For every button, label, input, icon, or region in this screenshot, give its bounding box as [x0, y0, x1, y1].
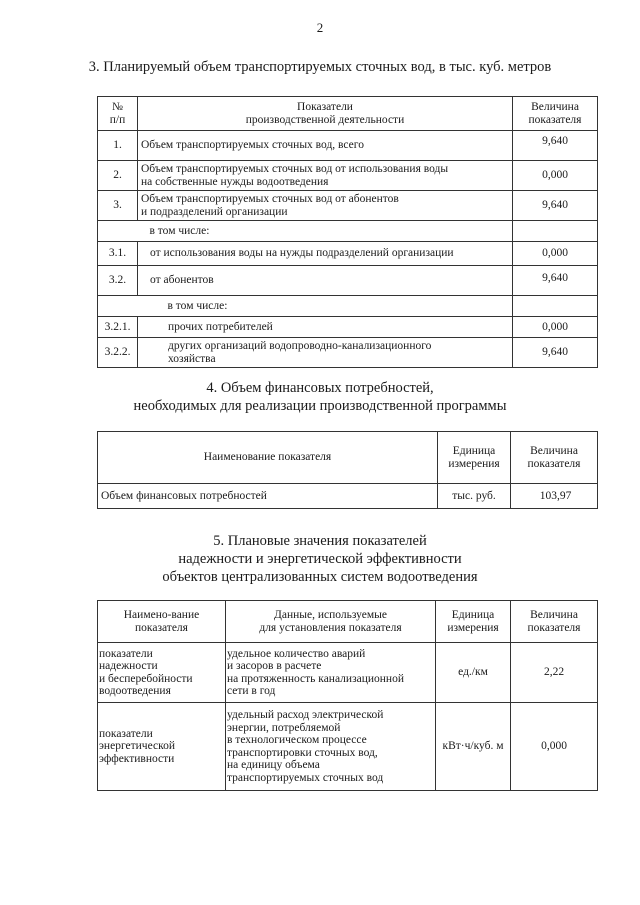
page-number: 2	[316, 20, 324, 35]
row-value	[513, 221, 598, 242]
table-row	[98, 131, 598, 161]
row-num	[98, 296, 138, 317]
col-header-num: № п/п	[98, 97, 138, 131]
row-label: Объем транспортируемых сточных вод от абонентов и подразделений организации	[138, 191, 513, 221]
section5-title-line2: надежности и энергетической эффективности	[178, 551, 462, 567]
row-num: 3.2.	[98, 266, 138, 296]
table-row	[98, 242, 598, 266]
row-label: от абонентов	[138, 266, 513, 296]
row-label: от использования воды на нужды подразделений организации	[138, 242, 513, 266]
section5-title-line3: объектов централизованных систем водоотведения	[162, 569, 478, 585]
col-header-value: Величина показателя	[513, 97, 598, 131]
row-num: 3.2.2.	[98, 338, 138, 368]
col-header-data: Данные, используемые для установления показателя	[226, 601, 436, 643]
table-row	[98, 221, 598, 242]
row-label: в том числе:	[138, 221, 513, 242]
table-row	[98, 484, 598, 509]
row-name: показатели энергетической эффективности	[98, 703, 226, 791]
col-header-name: Наименование показателя	[98, 432, 438, 484]
row-value: 9,640	[513, 338, 598, 368]
row-value: 9,640	[513, 191, 598, 221]
row-num: 2.	[98, 161, 138, 191]
row-value: 0,000	[513, 317, 598, 338]
section5-title-line1: 5. Плановые значения показателей	[213, 533, 427, 549]
row-label: Объем транспортируемых сточных вод от использования воды на собственные нужды водоотведения	[138, 161, 513, 191]
section4-title-line2: необходимых для реализации производственной программы	[133, 398, 507, 414]
row-name: Объем финансовых потребностей	[98, 484, 438, 509]
row-unit: тыс. руб.	[438, 484, 511, 509]
row-value: 9,640	[513, 131, 598, 161]
row-num	[98, 221, 138, 242]
table-row	[98, 296, 598, 317]
table-row	[98, 266, 598, 296]
row-unit: ед./км	[436, 643, 511, 703]
production-volume-table	[97, 96, 598, 368]
col-header-unit: Единица измерения	[436, 601, 511, 643]
row-num: 3.	[98, 191, 138, 221]
table-row	[98, 338, 598, 368]
section4-title-line1: 4. Объем финансовых потребностей,	[206, 380, 434, 396]
row-label: прочих потребителей	[138, 317, 513, 338]
col-header-value: Величина показателя	[511, 432, 598, 484]
row-data: удельный расход электрической энергии, потребляемой в технологическом процессе транспортировки сточных вод, на единицу объема транспортируемых сточных вод	[226, 703, 436, 791]
col-header-value: Величина показателя	[511, 601, 598, 643]
row-label: Объем транспортируемых сточных вод, всего	[138, 131, 513, 161]
table-row	[98, 643, 598, 703]
financial-needs-table	[97, 431, 598, 509]
section3-title: 3. Планируемый объем транспортируемых сточных вод, в тыс. куб. метров	[88, 59, 552, 75]
row-value: 9,640	[513, 266, 598, 296]
reliability-efficiency-table	[97, 600, 598, 791]
row-data: удельное количество аварий и засоров в расчете на протяженность канализационной сети в год	[226, 643, 436, 703]
row-label: в том числе:	[138, 296, 513, 317]
row-num: 3.1.	[98, 242, 138, 266]
row-name: показатели надежности и бесперебойности водоотведения	[98, 643, 226, 703]
row-num: 3.2.1.	[98, 317, 138, 338]
table-row	[98, 317, 598, 338]
row-value: 0,000	[511, 703, 598, 791]
row-value: 103,97	[511, 484, 598, 509]
row-value: 0,000	[513, 242, 598, 266]
row-value: 0,000	[513, 161, 598, 191]
table-row	[98, 191, 598, 221]
table-row	[98, 161, 598, 191]
row-unit: кВт·ч/куб. м	[436, 703, 511, 791]
row-value: 2,22	[511, 643, 598, 703]
row-value	[513, 296, 598, 317]
col-header-name: Наимено-вание показателя	[98, 601, 226, 643]
table-row	[98, 703, 598, 791]
row-label: других организаций водопроводно-канализационного хозяйства	[138, 338, 513, 368]
row-num: 1.	[98, 131, 138, 161]
col-header-indicators: Показатели производственной деятельности	[138, 97, 513, 131]
col-header-unit: Единица измерения	[438, 432, 511, 484]
